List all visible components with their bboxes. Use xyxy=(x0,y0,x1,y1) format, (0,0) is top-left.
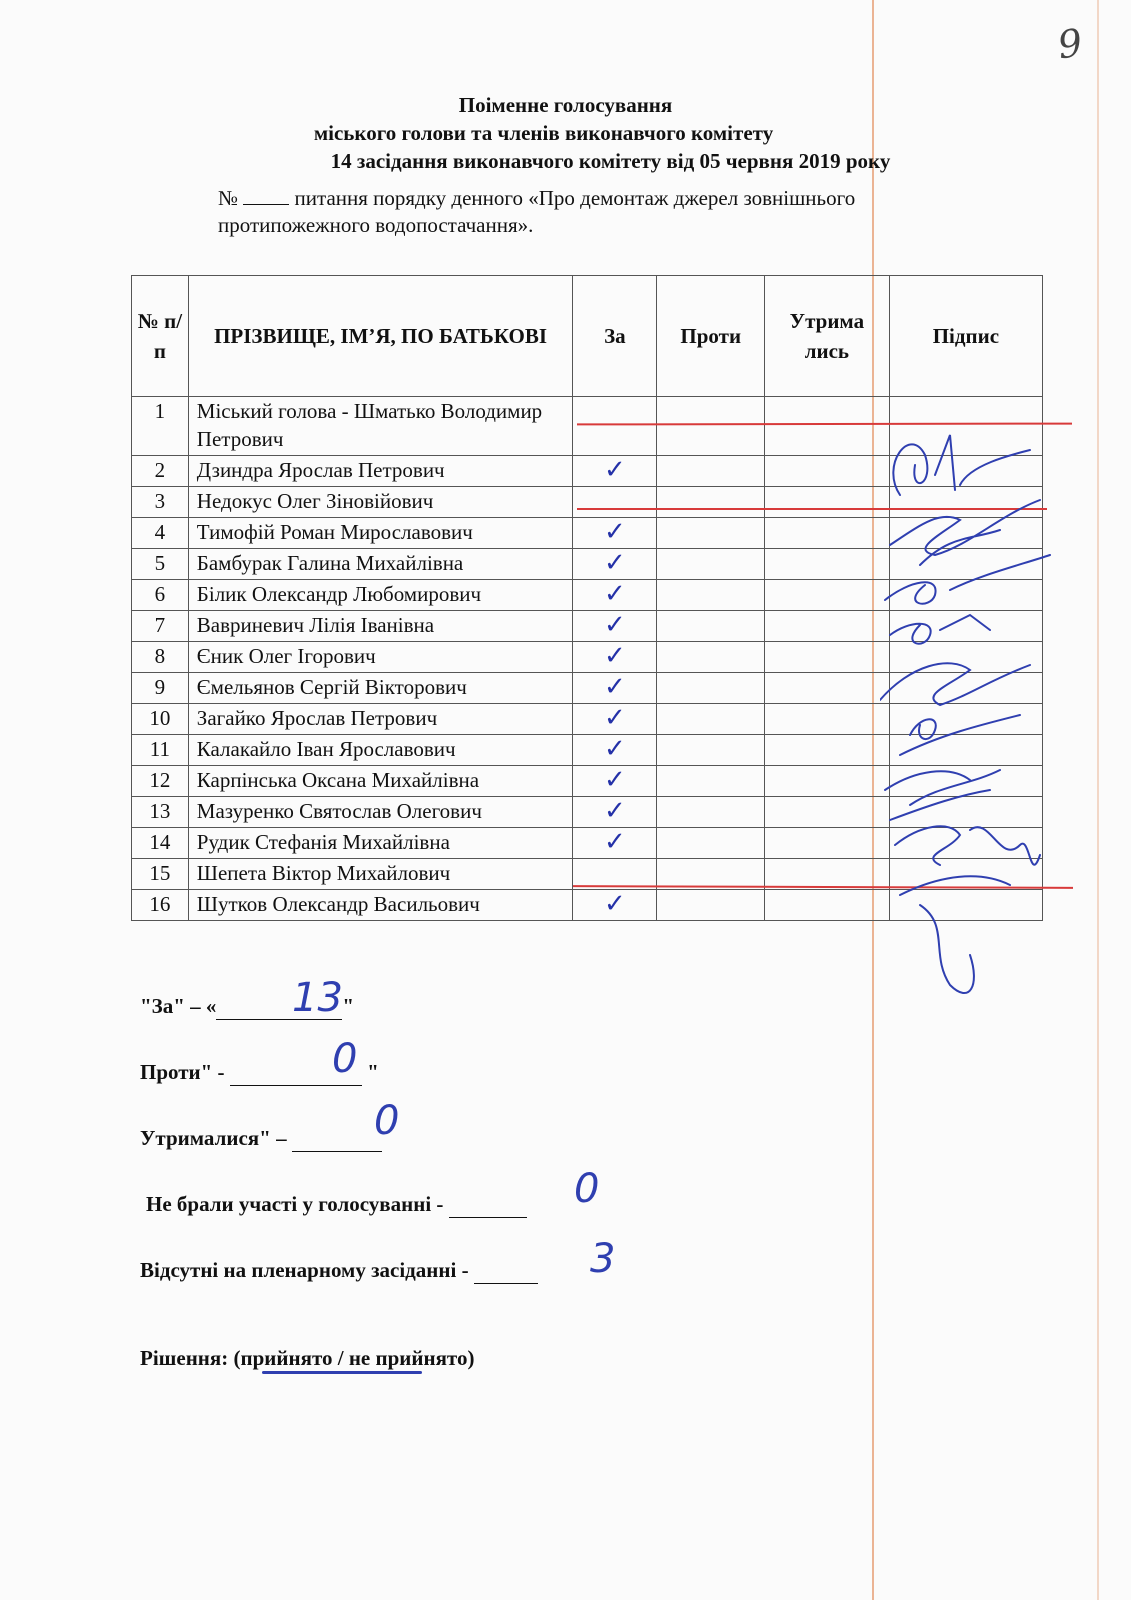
row-name: Шутков Олександр Васильович xyxy=(188,890,572,921)
row-proty xyxy=(657,828,765,859)
row-utrymalys xyxy=(765,859,890,890)
doc-title-line3: 14 засідання виконавчого комітету від 05 червня 2019 року xyxy=(330,149,891,173)
row-proty xyxy=(657,766,765,797)
row-name: Бамбурак Галина Михайлівна xyxy=(188,549,572,580)
row-name: Карпінська Оксана Михайлівна xyxy=(188,766,572,797)
summary-za-label: "За" – « xyxy=(140,994,217,1018)
row-num: 6 xyxy=(132,580,189,611)
row-za-mark xyxy=(573,487,657,518)
row-utrymalys xyxy=(765,549,890,580)
signatures-scribble xyxy=(880,425,1070,1025)
row-utrymalys xyxy=(765,673,890,704)
row-num: 9 xyxy=(132,673,189,704)
row-utrymalys xyxy=(765,766,890,797)
row-num: 5 xyxy=(132,549,189,580)
summary-utrymalysia-blank xyxy=(292,1126,382,1152)
doc-title-line2: міського голови та членів виконавчого комітету xyxy=(313,121,774,145)
summary-ne-braly-blank xyxy=(449,1192,527,1218)
row-num: 7 xyxy=(132,611,189,642)
header-proty: Проти xyxy=(657,276,765,397)
row-proty xyxy=(657,518,765,549)
header-za: За xyxy=(573,276,657,397)
row-proty xyxy=(657,487,765,518)
summary-ne-braly xyxy=(146,1192,527,1218)
row-proty xyxy=(657,890,765,921)
row-num: 1 xyxy=(132,397,189,456)
row-za-mark xyxy=(573,397,657,456)
row-za-mark: ✓ xyxy=(573,611,657,642)
agenda-item-text: питання порядку денного «Про демонтаж джерел зовнішнього xyxy=(294,186,856,210)
row-num: 15 xyxy=(132,859,189,890)
row-utrymalys xyxy=(765,704,890,735)
row-proty xyxy=(657,673,765,704)
row-name: Міський голова - Шматько Володимир Петрович xyxy=(188,397,572,456)
row-utrymalys xyxy=(765,890,890,921)
summary-proty-value: 0 xyxy=(332,1036,358,1082)
row-proty xyxy=(657,580,765,611)
row-za-mark: ✓ xyxy=(573,456,657,487)
row-name: Недокус Олег Зіновійович xyxy=(188,487,572,518)
agenda-item-line1 xyxy=(218,185,1038,211)
row-za-mark: ✓ xyxy=(573,828,657,859)
summary-ne-braly-value: 0 xyxy=(574,1166,600,1212)
summary-za-tail: " xyxy=(342,994,355,1018)
row-proty xyxy=(657,549,765,580)
row-utrymalys xyxy=(765,797,890,828)
row-name: Загайко Ярослав Петрович xyxy=(188,704,572,735)
summary-utrymalysia xyxy=(140,1126,382,1152)
row-utrymalys xyxy=(765,828,890,859)
row-proty xyxy=(657,611,765,642)
row-za-mark: ✓ xyxy=(573,704,657,735)
row-name: Мазуренко Святослав Олегович xyxy=(188,797,572,828)
agenda-number-blank xyxy=(243,186,289,205)
summary-vidsutni xyxy=(140,1258,538,1284)
row-name: Калакайло Іван Ярославович xyxy=(188,735,572,766)
summary-vidsutni-label: Відсутні на пленарному засіданні - xyxy=(140,1258,469,1282)
header-pidpys: Підпис xyxy=(889,276,1042,397)
doc-title-line1: Поіменне голосування xyxy=(458,93,673,117)
row-za-mark: ✓ xyxy=(573,735,657,766)
row-name: Рудик Стефанія Михайлівна xyxy=(188,828,572,859)
row-za-mark: ✓ xyxy=(573,890,657,921)
header-name: ПРІЗВИЩЕ, ІМ’Я, ПО БАТЬКОВІ xyxy=(188,276,572,397)
row-utrymalys xyxy=(765,456,890,487)
row-name: Вавриневич Лілія Іванівна xyxy=(188,611,572,642)
table-header-row xyxy=(132,276,1043,397)
summary-decision: Рішення: (прийнято / не прийнято) xyxy=(140,1346,475,1370)
margin-line-right xyxy=(1097,0,1099,1600)
row-proty xyxy=(657,797,765,828)
summary-za-value: 13 xyxy=(292,975,343,1021)
row-za-mark: ✓ xyxy=(573,642,657,673)
summary-proty-label: Проти" - xyxy=(140,1060,225,1084)
row-utrymalys xyxy=(765,580,890,611)
row-num: 14 xyxy=(132,828,189,859)
row-name: Єник Олег Ігорович xyxy=(188,642,572,673)
row-num: 2 xyxy=(132,456,189,487)
row-utrymalys xyxy=(765,642,890,673)
row-num: 13 xyxy=(132,797,189,828)
row-proty xyxy=(657,456,765,487)
row-name: Ємельянов Сергій Вікторович xyxy=(188,673,572,704)
summary-ne-braly-label: Не брали участі у голосуванні - xyxy=(146,1192,444,1216)
row-num: 10 xyxy=(132,704,189,735)
row-name: Тимофій Роман Мирославович xyxy=(188,518,572,549)
summary-utrymalysia-value: 0 xyxy=(374,1098,400,1144)
row-num: 12 xyxy=(132,766,189,797)
row-num: 11 xyxy=(132,735,189,766)
row-utrymalys xyxy=(765,735,890,766)
agenda-item-line2: протипожежного водопостачання». xyxy=(218,213,534,237)
summary-proty-tail: " xyxy=(367,1060,379,1084)
page-number: 9 xyxy=(1055,20,1086,68)
header-num: № п/п xyxy=(132,276,189,397)
row-num: 8 xyxy=(132,642,189,673)
row-name: Дзиндра Ярослав Петрович xyxy=(188,456,572,487)
row-za-mark: ✓ xyxy=(573,518,657,549)
row-za-mark: ✓ xyxy=(573,766,657,797)
row-proty xyxy=(657,735,765,766)
summary-vidsutni-value: 3 xyxy=(590,1236,616,1282)
row-num: 4 xyxy=(132,518,189,549)
row-proty xyxy=(657,642,765,673)
row-name: Білик Олександр Любомирович xyxy=(188,580,572,611)
row-name: Шепета Віктор Михайлович xyxy=(188,859,572,890)
agenda-item-prefix: № xyxy=(218,186,239,210)
row-num: 3 xyxy=(132,487,189,518)
summary-vidsutni-blank xyxy=(474,1258,538,1284)
row-utrymalys xyxy=(765,518,890,549)
row-utrymalys xyxy=(765,611,890,642)
row-za-mark: ✓ xyxy=(573,673,657,704)
row-za-mark: ✓ xyxy=(573,797,657,828)
row-za-mark: ✓ xyxy=(573,549,657,580)
header-utrymalys: Утрима лись xyxy=(765,276,890,397)
decision-underline-mark xyxy=(262,1371,422,1374)
row-utrymalys xyxy=(765,487,890,518)
row-proty xyxy=(657,704,765,735)
row-za-mark: ✓ xyxy=(573,580,657,611)
row-proty xyxy=(657,397,765,456)
summary-utrymalysia-label: Утрималися" – xyxy=(140,1126,287,1150)
row-num: 16 xyxy=(132,890,189,921)
row-utrymalys xyxy=(765,397,890,456)
